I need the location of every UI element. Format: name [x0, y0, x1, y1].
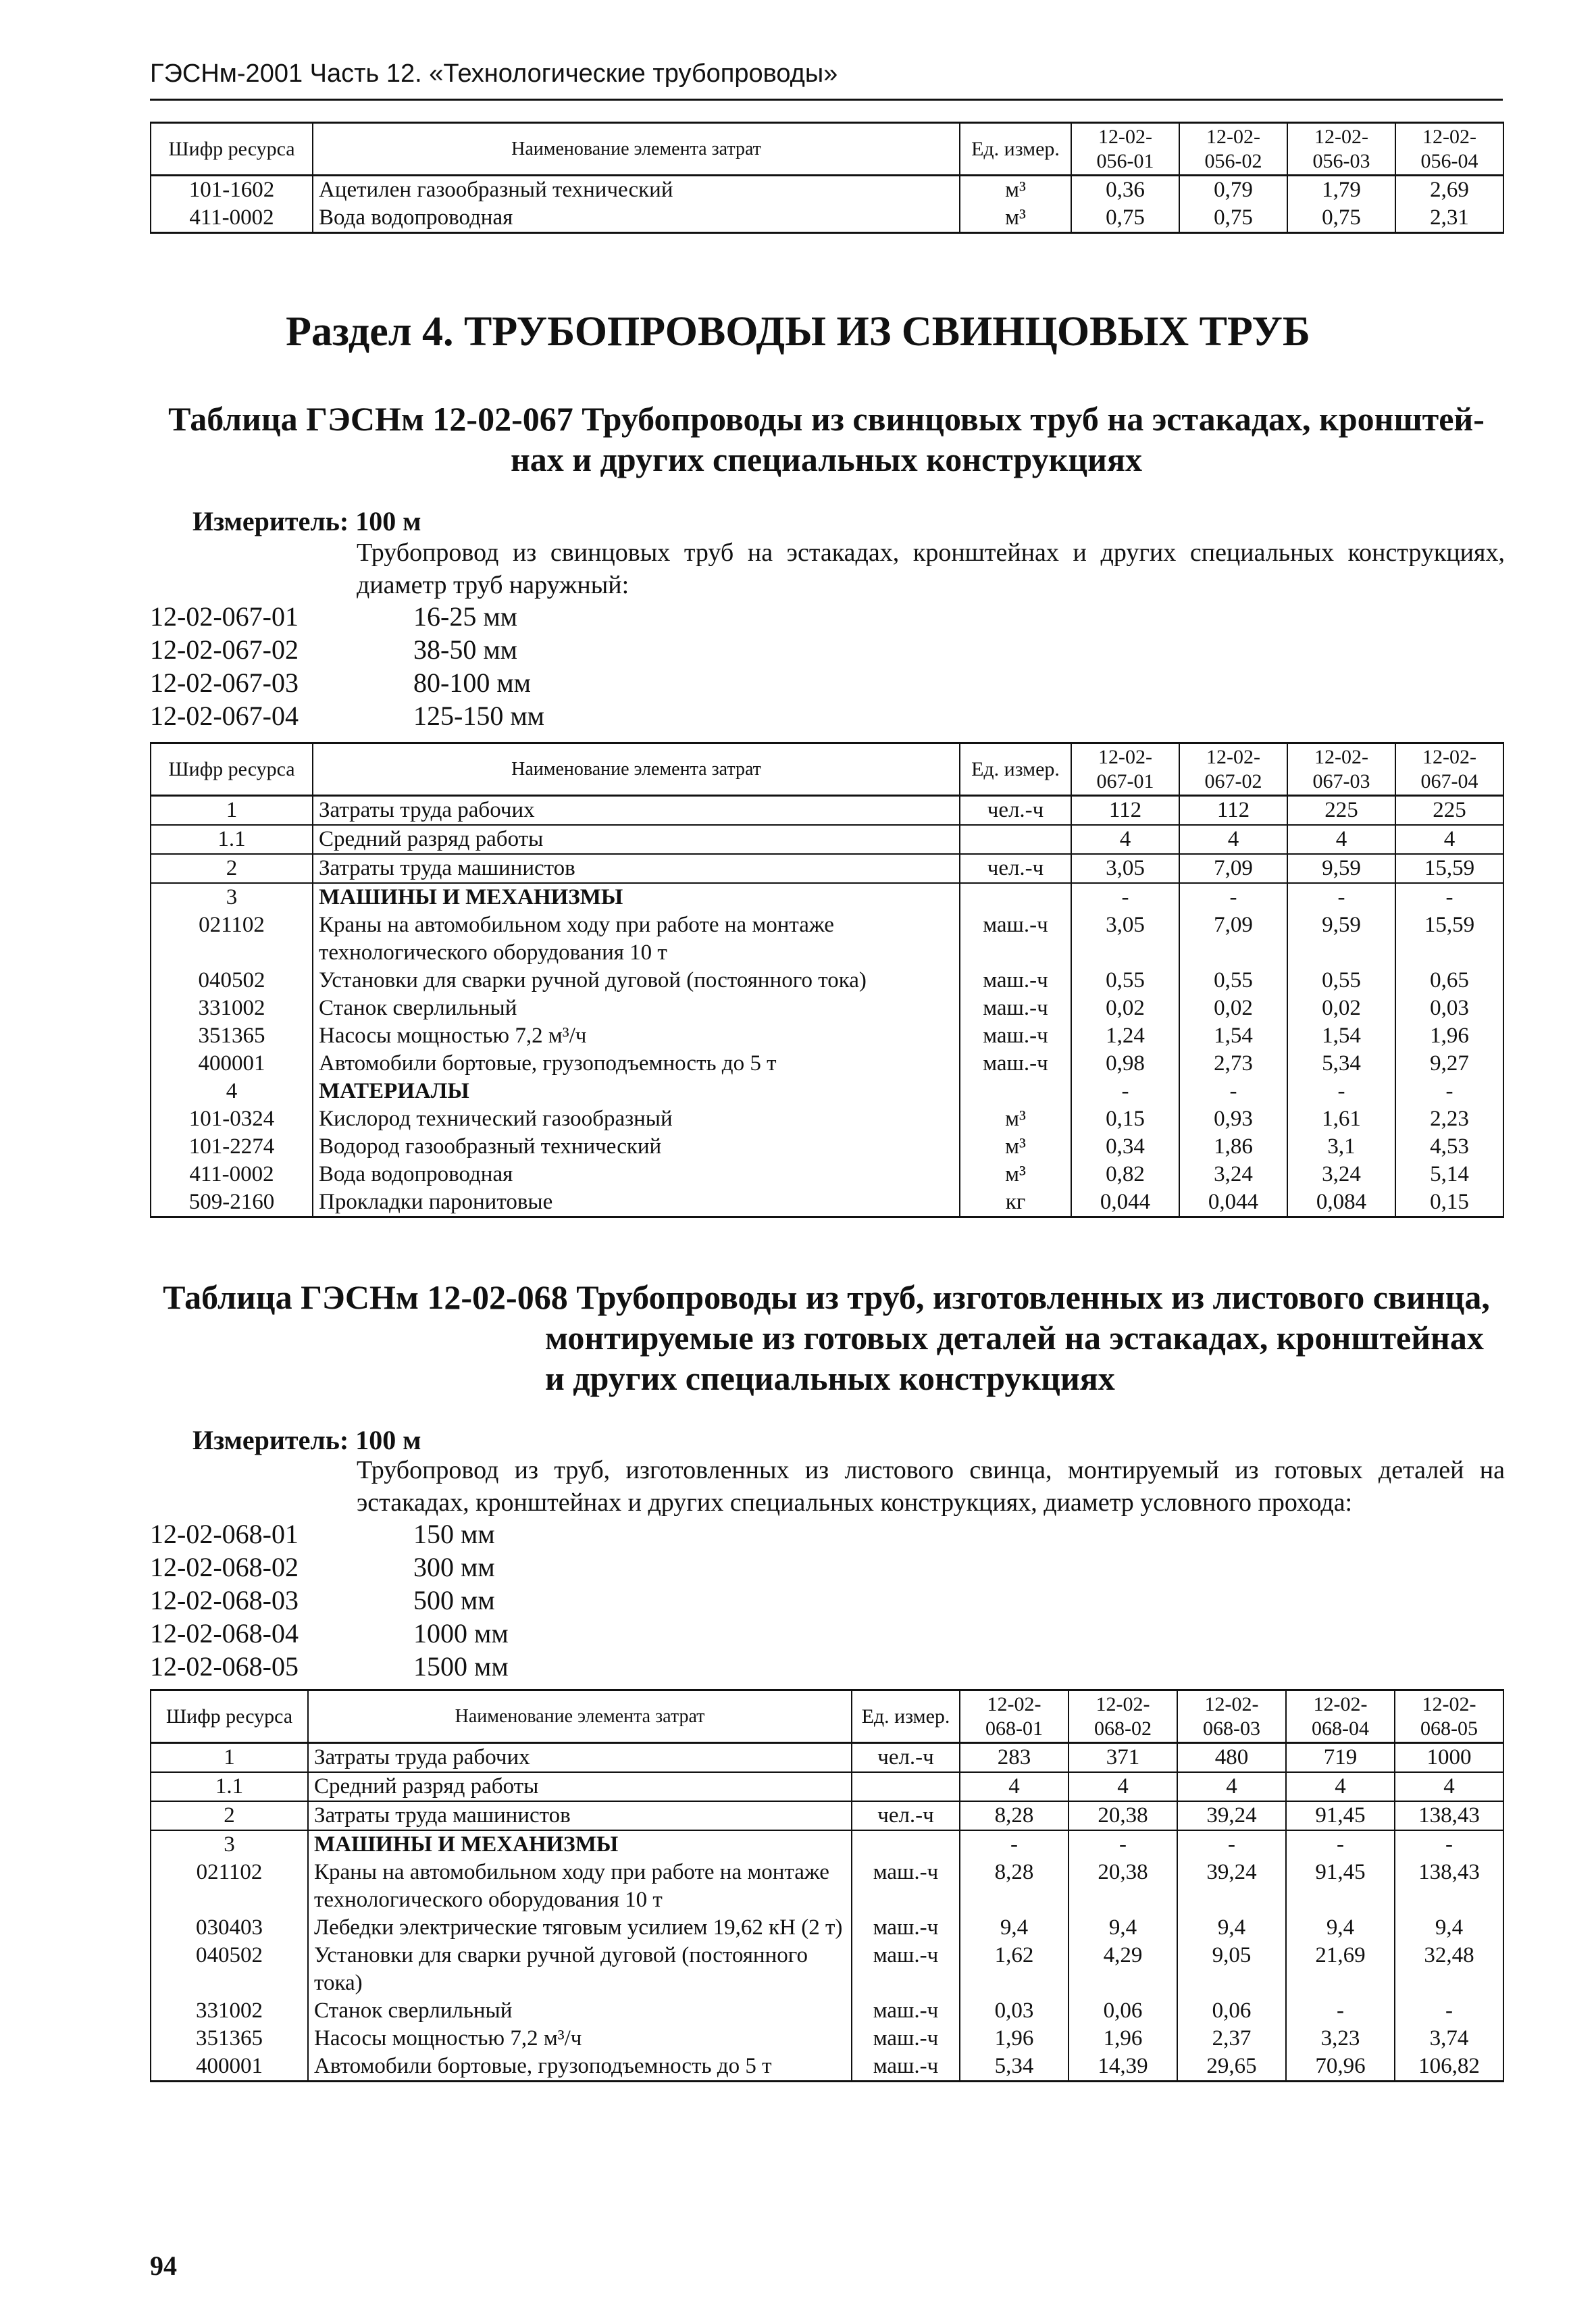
norm-value-cell: 0,06 [1069, 1997, 1177, 2025]
cost-element-name-cell: Установки для сварки ручной дуговой (постоянного тока) [313, 967, 960, 995]
unit-cell: чел.-ч [960, 854, 1071, 883]
table-068-title [150, 1277, 1503, 1399]
unit-cell: маш.-ч [852, 1997, 960, 2025]
norm-value-cell: 9,27 [1395, 1050, 1503, 1078]
resource-code-cell: 351365 [151, 1022, 313, 1050]
norm-value-cell: 15,59 [1395, 854, 1503, 883]
unit-cell [960, 1078, 1071, 1105]
unit-cell: м³ [960, 176, 1071, 205]
resource-code-cell: 1.1 [151, 1772, 308, 1801]
unit-cell [960, 825, 1071, 854]
norm-value-cell: - [1286, 1997, 1395, 2025]
unit-cell: м³ [960, 1133, 1071, 1161]
table-title-line: и других специальных конструкциях [545, 1359, 1115, 1397]
norm-value-cell: 4,53 [1395, 1133, 1503, 1161]
cost-element-name-cell: Прокладки паронитовые [313, 1188, 960, 1217]
resource-code-cell: 1 [151, 796, 313, 826]
unit-cell: маш.-ч [960, 967, 1071, 995]
norm-value-cell: 0,75 [1179, 204, 1287, 233]
norm-value-cell: 4 [1069, 1772, 1177, 1801]
resource-code-cell: 021102 [151, 911, 313, 967]
cost-element-name-cell: Затраты труда машинистов [313, 854, 960, 883]
cost-element-name-cell: Средний разряд работы [308, 1772, 852, 1801]
norm-value-cell: 0,02 [1179, 995, 1287, 1022]
norm-value-cell: 39,24 [1177, 1801, 1286, 1830]
resource-code-cell: 101-2274 [151, 1133, 313, 1161]
resource-code-cell: 021102 [151, 1859, 308, 1914]
cost-element-name-cell: МАШИНЫ И МЕХАНИЗМЫ [308, 1830, 852, 1859]
norm-value-cell: - [1286, 1830, 1395, 1859]
variant-row [150, 666, 544, 699]
norm-value-cell: 1,61 [1287, 1105, 1395, 1133]
col-header-norm: 12-02- 067-03 [1287, 743, 1395, 796]
unit-cell [960, 883, 1071, 911]
col-header-norm: 12-02- 067-04 [1395, 743, 1503, 796]
norm-value-cell: 4 [1179, 825, 1287, 854]
norm-value-cell: 9,59 [1287, 854, 1395, 883]
norm-value-cell: 1,54 [1179, 1022, 1287, 1050]
variant-code: 12-02-067-01 [150, 601, 299, 632]
cost-element-name-cell: Станок сверлильный [308, 1997, 852, 2025]
table-row [151, 1914, 1503, 1942]
cost-element-name-cell: Кислород технический газообразный [313, 1105, 960, 1133]
unit-cell: маш.-ч [960, 911, 1071, 967]
variant-value: 80-100 мм [413, 668, 531, 698]
norm-value-cell: 2,69 [1395, 176, 1503, 205]
norm-value-cell: 15,59 [1395, 911, 1503, 967]
table-056-continuation [150, 122, 1504, 234]
cost-element-name-cell: Станок сверлильный [313, 995, 960, 1022]
norm-value-cell: 0,98 [1071, 1050, 1179, 1078]
cost-element-name-cell: МАШИНЫ И МЕХАНИЗМЫ [313, 883, 960, 911]
norm-value-cell: 4 [960, 1772, 1069, 1801]
norm-value-cell: 0,75 [1071, 204, 1179, 233]
resource-code-cell: 1 [151, 1743, 308, 1773]
variant-code: 12-02-067-02 [150, 634, 299, 665]
resource-code-cell: 101-0324 [151, 1105, 313, 1133]
norm-value-cell: 0,55 [1071, 967, 1179, 995]
norm-value-cell: 0,044 [1071, 1188, 1179, 1217]
norm-value-cell: 371 [1069, 1743, 1177, 1773]
norm-value-cell: 112 [1179, 796, 1287, 826]
cost-element-name-cell: Насосы мощностью 7,2 м³/ч [313, 1022, 960, 1050]
table-row [151, 796, 1503, 826]
norm-value-cell: 3,23 [1286, 2025, 1395, 2053]
cost-element-name-cell: Автомобили бортовые, грузоподъемность до 5 т [313, 1050, 960, 1078]
norm-value-cell: 32,48 [1395, 1942, 1503, 1997]
variant-value: 16-25 мм [413, 601, 517, 632]
norm-value-cell: 21,69 [1286, 1942, 1395, 1997]
norm-value-cell: 0,34 [1071, 1133, 1179, 1161]
resource-code-cell: 030403 [151, 1914, 308, 1942]
cost-element-name-cell: Лебедки электрические тяговым усилием 19,62 кН (2 т) [308, 1914, 852, 1942]
norm-value-cell: 4 [1395, 825, 1503, 854]
unit-cell: м³ [960, 1105, 1071, 1133]
cost-element-name-cell: Автомобили бортовые, грузоподъемность до 5 т [308, 2053, 852, 2082]
unit-cell: м³ [960, 1161, 1071, 1188]
unit-cell: маш.-ч [960, 1022, 1071, 1050]
norm-value-cell: 0,02 [1071, 995, 1179, 1022]
norm-value-cell: 0,55 [1287, 967, 1395, 995]
col-header-norm: 12-02- 067-02 [1179, 743, 1287, 796]
norm-value-cell: 3,1 [1287, 1133, 1395, 1161]
table-row [151, 1161, 1503, 1188]
norm-value-cell: 1,54 [1287, 1022, 1395, 1050]
norm-value-cell: 1,96 [1069, 2025, 1177, 2053]
variant-code: 12-02-068-02 [150, 1552, 299, 1582]
table-body [151, 796, 1503, 1217]
norm-value-cell: 4 [1071, 825, 1179, 854]
norm-value-cell: 1,62 [960, 1942, 1069, 1997]
norm-value-cell: - [1071, 883, 1179, 911]
cost-element-name-cell: Затраты труда рабочих [308, 1743, 852, 1773]
variant-row [150, 600, 544, 633]
norm-value-cell: 3,24 [1287, 1161, 1395, 1188]
table-row [151, 2053, 1503, 2082]
norm-value-cell: 9,4 [1069, 1914, 1177, 1942]
cost-element-name-cell: Средний разряд работы [313, 825, 960, 854]
norm-value-cell: 70,96 [1286, 2053, 1395, 2082]
norm-value-cell: 4 [1287, 825, 1395, 854]
table-row [151, 1801, 1503, 1830]
norm-value-cell: 2,73 [1179, 1050, 1287, 1078]
col-header-code: Шифр ресурса [151, 123, 313, 176]
unit-cell: маш.-ч [852, 1942, 960, 1997]
norm-value-cell: 20,38 [1069, 1801, 1177, 1830]
norm-value-cell: 4 [1177, 1772, 1286, 1801]
table-row [151, 883, 1503, 911]
norm-value-cell: 9,4 [1177, 1914, 1286, 1942]
work-description: Трубопровод из труб, изготовленных из листового свинца, монтируемый из готовых деталей на эстакадах, кронштейнах и других специальных конструкциях, диаметр условного прохода: [357, 1456, 1505, 1517]
table-body [151, 1743, 1503, 2082]
table-row [151, 1743, 1503, 1773]
norm-value-cell: 8,28 [960, 1859, 1069, 1914]
norm-value-cell: 1,86 [1179, 1133, 1287, 1161]
table-row [151, 1997, 1503, 2025]
col-header-norm: 12-02- 068-02 [1069, 1690, 1177, 1743]
norm-value-cell: 0,82 [1071, 1161, 1179, 1188]
resource-code-cell: 2 [151, 854, 313, 883]
cost-element-name-cell: Затраты труда рабочих [313, 796, 960, 826]
col-header-name: Наименование элемента затрат [313, 743, 960, 796]
table-row [151, 1772, 1503, 1801]
norm-value-cell: 0,044 [1179, 1188, 1287, 1217]
variant-row [150, 1517, 509, 1551]
cost-element-name-cell: Ацетилен газообразный технический [313, 176, 960, 205]
resource-code-cell: 2 [151, 1801, 308, 1830]
norm-value-cell: 4 [1395, 1772, 1503, 1801]
col-header-unit: Ед. измер. [960, 743, 1071, 796]
work-description: Трубопровод из свинцовых труб на эстакадах, кронштейнах и других специальных конструкциях, диаметр труб наружный: [357, 538, 1505, 599]
unit-cell [852, 1772, 960, 1801]
table-row [151, 1859, 1503, 1914]
norm-value-cell: 480 [1177, 1743, 1286, 1773]
norm-value-cell: 29,65 [1177, 2053, 1286, 2082]
table-068 [150, 1689, 1504, 2082]
table-row [151, 176, 1503, 205]
unit-cell: маш.-ч [852, 1859, 960, 1914]
norm-value-cell: 39,24 [1177, 1859, 1286, 1914]
table-row [151, 2025, 1503, 2053]
cost-element-name-cell: Вода водопроводная [313, 1161, 960, 1188]
norm-value-cell: 4,29 [1069, 1942, 1177, 1997]
table-row [151, 1133, 1503, 1161]
norm-value-cell: 2,37 [1177, 2025, 1286, 2053]
norm-value-cell: 7,09 [1179, 911, 1287, 967]
unit-cell: маш.-ч [852, 2053, 960, 2082]
cost-element-name-cell: Водород газообразный технический [313, 1133, 960, 1161]
variant-row [150, 1584, 509, 1617]
col-header-name: Наименование элемента затрат [308, 1690, 852, 1743]
norm-value-cell: 225 [1287, 796, 1395, 826]
variant-code: 12-02-068-01 [150, 1519, 299, 1549]
unit-cell: м³ [960, 204, 1071, 233]
cost-element-name-cell: Краны на автомобильном ходу при работе на монтаже технологического оборудования 10 т [313, 911, 960, 967]
table-row [151, 204, 1503, 233]
header-rule [150, 99, 1503, 101]
resource-code-cell: 3 [151, 883, 313, 911]
norm-value-cell: 0,65 [1395, 967, 1503, 995]
table-body [151, 176, 1503, 233]
resource-code-cell: 411-0002 [151, 1161, 313, 1188]
norm-value-cell: - [1395, 883, 1503, 911]
col-header-code: Шифр ресурса [151, 743, 313, 796]
table-row [151, 1942, 1503, 1997]
norm-value-cell: 0,15 [1071, 1105, 1179, 1133]
norm-value-cell: - [1179, 1078, 1287, 1105]
variant-value: 38-50 мм [413, 634, 517, 665]
norm-value-cell: 91,45 [1286, 1859, 1395, 1914]
variant-code: 12-02-067-03 [150, 668, 299, 698]
col-header-norm: 12-02- 067-01 [1071, 743, 1179, 796]
norm-value-cell: 283 [960, 1743, 1069, 1773]
norm-value-cell: 8,28 [960, 1801, 1069, 1830]
norm-value-cell: 0,06 [1177, 1997, 1286, 2025]
norm-value-cell: 20,38 [1069, 1859, 1177, 1914]
norm-value-cell: - [1287, 1078, 1395, 1105]
col-header-code: Шифр ресурса [151, 1690, 308, 1743]
variant-value: 150 мм [413, 1519, 495, 1549]
table-row [151, 911, 1503, 967]
measure-label: Измеритель: 100 м [192, 1425, 421, 1455]
norm-value-cell: 5,14 [1395, 1161, 1503, 1188]
norm-value-cell: - [960, 1830, 1069, 1859]
norm-value-cell: 0,03 [960, 1997, 1069, 2025]
norm-value-cell: 138,43 [1395, 1801, 1503, 1830]
resource-code-cell: 4 [151, 1078, 313, 1105]
resource-code-cell: 411-0002 [151, 204, 313, 233]
variant-code: 12-02-067-04 [150, 701, 299, 731]
resource-code-cell: 3 [151, 1830, 308, 1859]
variant-row [150, 1617, 509, 1650]
variant-list [150, 600, 544, 732]
norm-value-cell: 0,15 [1395, 1188, 1503, 1217]
norm-value-cell: 112 [1071, 796, 1179, 826]
col-header-norm: 12-02- 056-01 [1071, 123, 1179, 176]
cost-element-name-cell: Краны на автомобильном ходу при работе на монтаже технологического оборудования 10 т [308, 1859, 852, 1914]
col-header-unit: Ед. измер. [960, 123, 1071, 176]
norm-value-cell: 9,4 [1395, 1914, 1503, 1942]
norm-value-cell: 0,75 [1287, 204, 1395, 233]
norm-value-cell: 0,36 [1071, 176, 1179, 205]
unit-cell: чел.-ч [852, 1743, 960, 1773]
unit-cell [852, 1830, 960, 1859]
norm-value-cell: 9,59 [1287, 911, 1395, 967]
measure-label: Измеритель: 100 м [192, 506, 421, 536]
norm-value-cell: 9,05 [1177, 1942, 1286, 1997]
col-header-norm: 12-02- 068-04 [1286, 1690, 1395, 1743]
unit-cell: чел.-ч [852, 1801, 960, 1830]
page-number: 94 [150, 2250, 177, 2281]
unit-cell: маш.-ч [852, 2025, 960, 2053]
resource-code-cell: 331002 [151, 1997, 308, 2025]
norm-value-cell: - [1395, 1830, 1503, 1859]
resource-code-cell: 400001 [151, 2053, 308, 2082]
norm-value-cell: 5,34 [960, 2053, 1069, 2082]
norm-value-cell: - [1287, 883, 1395, 911]
norm-value-cell: 7,09 [1179, 854, 1287, 883]
table-row [151, 854, 1503, 883]
col-header-norm: 12-02- 056-03 [1287, 123, 1395, 176]
unit-cell: маш.-ч [960, 1050, 1071, 1078]
col-header-unit: Ед. измер. [852, 1690, 960, 1743]
table-title-line: нах и других специальных конструкциях [510, 441, 1143, 478]
variant-row [150, 633, 544, 666]
resource-code-cell: 101-1602 [151, 176, 313, 205]
cost-element-name-cell: МАТЕРИАЛЫ [313, 1078, 960, 1105]
table-row [151, 825, 1503, 854]
table-row [151, 995, 1503, 1022]
variant-code: 12-02-068-03 [150, 1585, 299, 1615]
norm-value-cell: 138,43 [1395, 1859, 1503, 1914]
variant-row [150, 699, 544, 732]
variant-value: 125-150 мм [413, 701, 544, 731]
norm-value-cell: 1000 [1395, 1743, 1503, 1773]
norm-value-cell: 3,05 [1071, 854, 1179, 883]
resource-code-cell: 509-2160 [151, 1188, 313, 1217]
resource-code-cell: 040502 [151, 967, 313, 995]
unit-cell: маш.-ч [960, 995, 1071, 1022]
norm-value-cell: 106,82 [1395, 2053, 1503, 2082]
variant-value: 300 мм [413, 1552, 495, 1582]
norm-value-cell: 0,084 [1287, 1188, 1395, 1217]
col-header-name: Наименование элемента затрат [313, 123, 960, 176]
table-067-title [150, 399, 1503, 480]
variant-list [150, 1517, 509, 1683]
norm-value-cell: 3,24 [1179, 1161, 1287, 1188]
norm-value-cell: 9,4 [1286, 1914, 1395, 1942]
norm-value-cell: 1,96 [960, 2025, 1069, 2053]
norm-value-cell: - [1071, 1078, 1179, 1105]
norm-value-cell: 1,24 [1071, 1022, 1179, 1050]
table-row [151, 1078, 1503, 1105]
variant-code: 12-02-068-05 [150, 1651, 299, 1682]
cost-element-name-cell: Насосы мощностью 7,2 м³/ч [308, 2025, 852, 2053]
table-title-line: Таблица ГЭСНм 12-02-068 Трубопроводы из труб, изготовленных из листового свинца, [163, 1278, 1490, 1316]
variant-value: 500 мм [413, 1585, 495, 1615]
norm-value-cell: 2,23 [1395, 1105, 1503, 1133]
norm-value-cell: 0,93 [1179, 1105, 1287, 1133]
variant-row [150, 1551, 509, 1584]
norm-value-cell: 2,31 [1395, 204, 1503, 233]
cost-element-name-cell: Затраты труда машинистов [308, 1801, 852, 1830]
norm-value-cell: - [1395, 1078, 1503, 1105]
variant-code: 12-02-068-04 [150, 1618, 299, 1649]
section-title: Раздел 4. ТРУБОПРОВОДЫ ИЗ СВИНЦОВЫХ ТРУБ [286, 309, 1310, 355]
norm-value-cell: 225 [1395, 796, 1503, 826]
cost-element-name-cell: Вода водопроводная [313, 204, 960, 233]
variant-value: 1000 мм [413, 1618, 509, 1649]
col-header-norm: 12-02- 068-05 [1395, 1690, 1503, 1743]
table-row [151, 1105, 1503, 1133]
running-header: ГЭСНм-2001 Часть 12. «Технологические трубопроводы» [150, 59, 838, 88]
variant-row [150, 1650, 509, 1683]
table-title-line: Таблица ГЭСНм 12-02-067 Трубопроводы из свинцовых труб на эстакадах, кронштей- [168, 400, 1485, 438]
table-title-line: монтируемые из готовых деталей на эстакадах, кронштейнах [545, 1319, 1484, 1357]
table-row [151, 1050, 1503, 1078]
norm-value-cell: 4 [1286, 1772, 1395, 1801]
norm-value-cell: 0,03 [1395, 995, 1503, 1022]
resource-code-cell: 040502 [151, 1942, 308, 1997]
norm-value-cell: 9,4 [960, 1914, 1069, 1942]
resource-code-cell: 351365 [151, 2025, 308, 2053]
unit-cell: кг [960, 1188, 1071, 1217]
variant-value: 1500 мм [413, 1651, 509, 1682]
norm-value-cell: - [1177, 1830, 1286, 1859]
norm-value-cell: - [1395, 1997, 1503, 2025]
norm-value-cell: 91,45 [1286, 1801, 1395, 1830]
norm-value-cell: - [1179, 883, 1287, 911]
norm-value-cell: - [1069, 1830, 1177, 1859]
norm-value-cell: 5,34 [1287, 1050, 1395, 1078]
norm-value-cell: 0,79 [1179, 176, 1287, 205]
norm-value-cell: 1,79 [1287, 176, 1395, 205]
table-row [151, 967, 1503, 995]
resource-code-cell: 331002 [151, 995, 313, 1022]
unit-cell: маш.-ч [852, 1914, 960, 1942]
norm-value-cell: 719 [1286, 1743, 1395, 1773]
col-header-norm: 12-02- 056-02 [1179, 123, 1287, 176]
norm-value-cell: 0,55 [1179, 967, 1287, 995]
norm-value-cell: 3,74 [1395, 2025, 1503, 2053]
col-header-norm: 12-02- 068-01 [960, 1690, 1069, 1743]
resource-code-cell: 400001 [151, 1050, 313, 1078]
resource-code-cell: 1.1 [151, 825, 313, 854]
table-067 [150, 742, 1504, 1218]
cost-element-name-cell: Установки для сварки ручной дуговой (постоянного тока) [308, 1942, 852, 1997]
table-row [151, 1022, 1503, 1050]
unit-cell: чел.-ч [960, 796, 1071, 826]
norm-value-cell: 14,39 [1069, 2053, 1177, 2082]
table-row [151, 1830, 1503, 1859]
table-row [151, 1188, 1503, 1217]
col-header-norm: 12-02- 056-04 [1395, 123, 1503, 176]
norm-value-cell: 0,02 [1287, 995, 1395, 1022]
norm-value-cell: 3,05 [1071, 911, 1179, 967]
norm-value-cell: 1,96 [1395, 1022, 1503, 1050]
col-header-norm: 12-02- 068-03 [1177, 1690, 1286, 1743]
